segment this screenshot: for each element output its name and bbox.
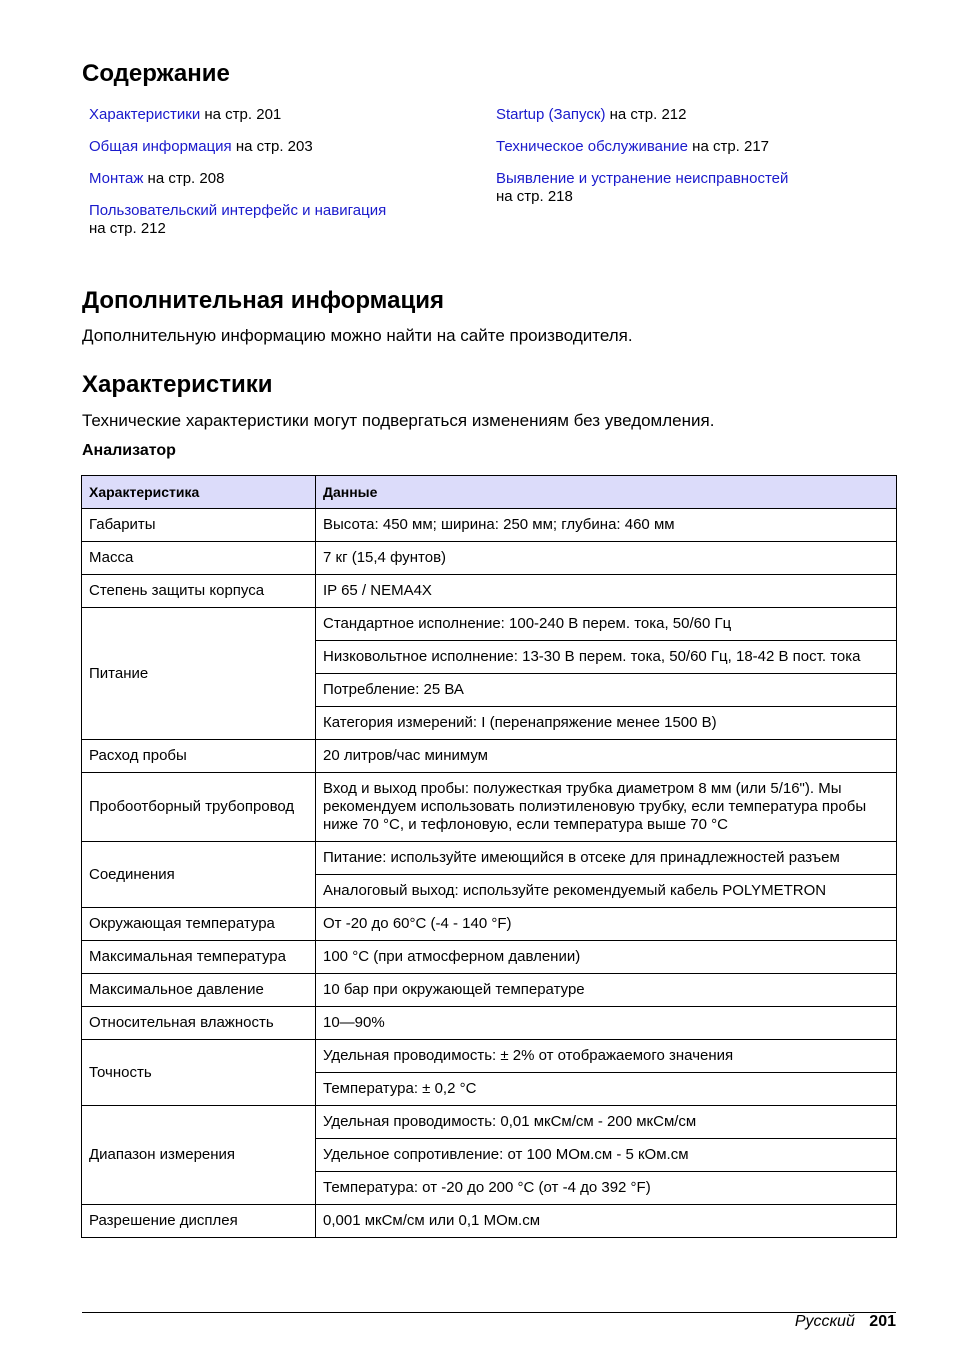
- footer-divider: [82, 1312, 896, 1313]
- toc-link[interactable]: Выявление и устранение неисправностей: [496, 170, 789, 187]
- spec-value-cell: Вход и выход пробы: полужесткая трубка диаметром 8 мм (или 5/16"). Мы рекомендуем использовать полиэтиленовую трубку, если температура пробы ниже 70 °C, и тефлоновую, если температура выше 70 °C: [316, 773, 897, 842]
- toc-entry: [89, 202, 386, 238]
- toc-link[interactable]: Startup (Запуск): [496, 106, 606, 123]
- spec-value-cell: 7 кг (15,4 фунтов): [316, 542, 897, 575]
- spec-value-cell: 0,001 мкСм/см или 0,1 МОм.см: [316, 1205, 897, 1238]
- toc-page-ref: на стр. 212: [609, 106, 687, 123]
- spec-name-cell: Пробоотборный трубопровод: [82, 773, 316, 842]
- table-row: [82, 608, 897, 641]
- toc-entry: [496, 106, 687, 124]
- table-row: [82, 842, 897, 875]
- table-row: [82, 509, 897, 542]
- table-row: [82, 908, 897, 941]
- spec-value-cell: 20 литров/час минимум: [316, 740, 897, 773]
- spec-value-cell: IP 65 / NEMA4X: [316, 575, 897, 608]
- specs-heading: Характеристики: [82, 371, 273, 398]
- spec-value-cell: Низковольтное исполнение: 13-30 В перем. тока, 50/60 Гц, 18-42 В пост. тока: [316, 641, 897, 674]
- spec-value-cell: Потребление: 25 ВА: [316, 674, 897, 707]
- spec-name-cell: Максимальное давление: [82, 974, 316, 1007]
- toc-page-ref: на стр. 201: [204, 106, 282, 123]
- spec-name-cell: Расход пробы: [82, 740, 316, 773]
- table-row: [82, 773, 897, 842]
- spec-value-cell: Удельное сопротивление: от 100 МОм.см - 5 кОм.см: [316, 1139, 897, 1172]
- toc-entry: [89, 138, 313, 156]
- toc-link[interactable]: Техническое обслуживание: [496, 138, 688, 155]
- additional-info-text: Дополнительную информацию можно найти на сайте производителя.: [82, 326, 633, 345]
- page-number: 201: [869, 1313, 896, 1330]
- spec-value-cell: Категория измерений: I (перенапряжение менее 1500 В): [316, 707, 897, 740]
- analyzer-subheading: Анализатор: [82, 442, 176, 459]
- spec-name-cell: Разрешение дисплея: [82, 1205, 316, 1238]
- spec-name-cell: Окружающая температура: [82, 908, 316, 941]
- spec-value-cell: Высота: 450 мм; ширина: 250 мм; глубина: 460 мм: [316, 509, 897, 542]
- spec-value-cell: Удельная проводимость: ± 2% от отображаемого значения: [316, 1040, 897, 1073]
- toc-entry: [496, 170, 788, 206]
- toc-link[interactable]: Характеристики: [89, 106, 201, 123]
- specs-text: Технические характеристики могут подвергаться изменениям без уведомления.: [82, 411, 715, 430]
- toc-page-ref: на стр. 208: [147, 170, 225, 187]
- table-row: [82, 1205, 897, 1238]
- table-row: [82, 974, 897, 1007]
- table-row: [82, 1007, 897, 1040]
- spec-value-cell: Температура: ± 0,2 °C: [316, 1073, 897, 1106]
- toc-entry: [89, 106, 281, 124]
- spec-name-cell: Габариты: [82, 509, 316, 542]
- toc-page-ref: на стр. 212: [89, 220, 166, 237]
- spec-name-cell: Питание: [82, 608, 316, 740]
- footer-language: Русский: [794, 1313, 855, 1330]
- spec-name-cell: Диапазон измерения: [82, 1106, 316, 1205]
- table-header-row: [82, 476, 897, 509]
- toc-page-ref: на стр. 217: [692, 138, 770, 155]
- contents-heading: Содержание: [82, 60, 230, 87]
- spec-value-cell: Аналоговый выход: используйте рекомендуемый кабель POLYMETRON: [316, 875, 897, 908]
- page-footer: [795, 1313, 896, 1331]
- spec-value-cell: 10—90%: [316, 1007, 897, 1040]
- spec-name-cell: Соединения: [82, 842, 316, 908]
- spec-name-cell: Степень защиты корпуса: [82, 575, 316, 608]
- spec-value-cell: 10 бар при окружающей температуре: [316, 974, 897, 1007]
- table-header-data: Данные: [316, 476, 897, 509]
- spec-name-cell: Относительная влажность: [82, 1007, 316, 1040]
- spec-value-cell: Питание: используйте имеющийся в отсеке для принадлежностей разъем: [316, 842, 897, 875]
- toc-entry: [89, 170, 224, 188]
- table-row: [82, 575, 897, 608]
- table-row: [82, 1106, 897, 1139]
- spec-name-cell: Максимальная температура: [82, 941, 316, 974]
- spec-name-cell: Масса: [82, 542, 316, 575]
- spec-value-cell: От -20 до 60°C (-4 - 140 °F): [316, 908, 897, 941]
- additional-info-heading: Дополнительная информация: [82, 287, 444, 314]
- specs-table: [81, 475, 897, 1238]
- specs-table-body: [82, 509, 897, 1238]
- table-header-characteristic: Характеристика: [82, 476, 316, 509]
- spec-value-cell: Стандартное исполнение: 100-240 В перем. тока, 50/60 Гц: [316, 608, 897, 641]
- toc-link[interactable]: Общая информация: [89, 138, 232, 155]
- spec-value-cell: Температура: от -20 до 200 °C (от -4 до 392 °F): [316, 1172, 897, 1205]
- table-row: [82, 542, 897, 575]
- spec-name-cell: Точность: [82, 1040, 316, 1106]
- toc-page-ref: на стр. 218: [496, 188, 573, 205]
- spec-value-cell: Удельная проводимость: 0,01 мкСм/см - 200 мкСм/см: [316, 1106, 897, 1139]
- table-row: [82, 740, 897, 773]
- table-row: [82, 1040, 897, 1073]
- toc-link[interactable]: Пользовательский интерфейс и навигация: [89, 202, 387, 219]
- toc-link[interactable]: Монтаж: [89, 170, 144, 187]
- spec-value-cell: 100 °C (при атмосферном давлении): [316, 941, 897, 974]
- toc-entry: [496, 138, 769, 156]
- toc-page-ref: на стр. 203: [235, 138, 313, 155]
- table-row: [82, 941, 897, 974]
